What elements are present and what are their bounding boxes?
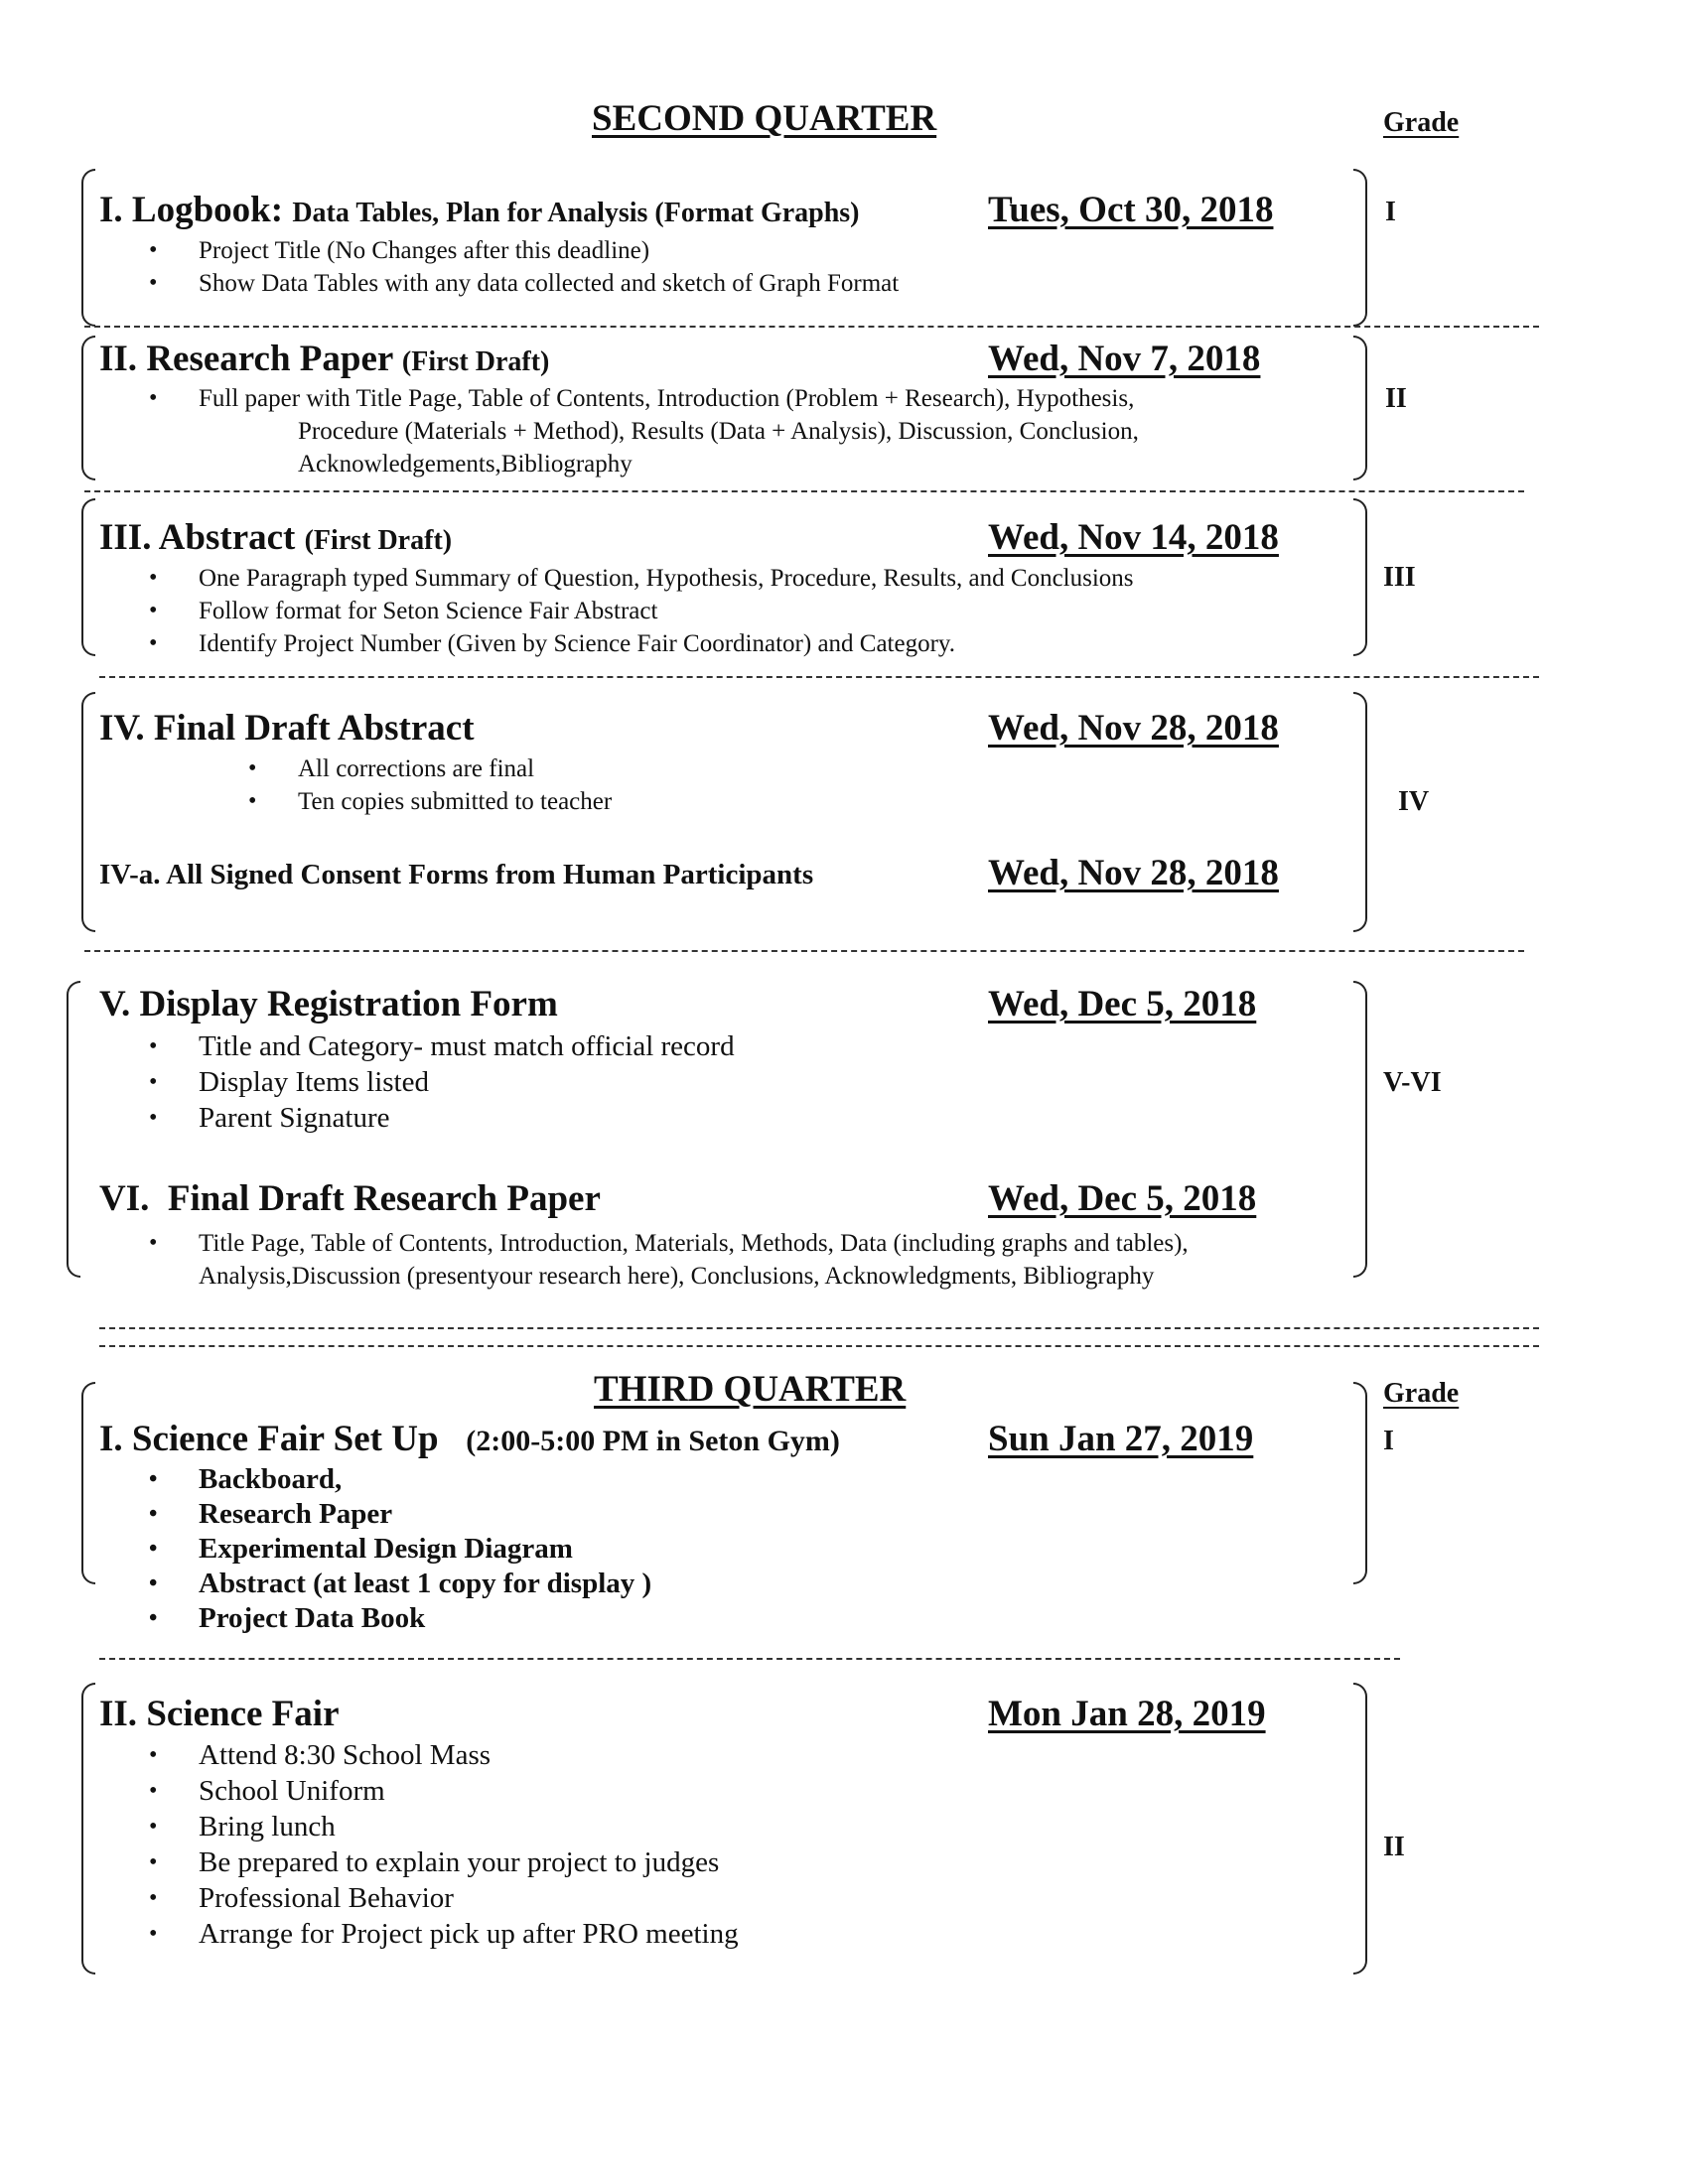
consent-forms-title: IV-a. All Signed Consent Forms from Human Participants <box>99 859 814 890</box>
list-item: • Identify Project Number (Given by Science Fair Coordinator) and Category. <box>149 627 1134 660</box>
due-date: Wed, Nov 14, 2018 <box>988 517 1279 558</box>
grade-column-label: Grade <box>1383 107 1460 138</box>
quarter-divider <box>99 1327 1539 1329</box>
list-item: • Parent Signature <box>149 1100 735 1136</box>
list-item: • Project Data Book <box>149 1601 651 1636</box>
left-bracket <box>81 498 95 656</box>
list-item: • School Uniform <box>149 1773 739 1809</box>
left-bracket <box>81 1683 95 1975</box>
divider <box>84 490 1524 492</box>
list-item: • Arrange for Project pick up after PRO meeting <box>149 1916 739 1952</box>
section-title: I. Logbook: Data Tables, Plan for Analysis (Format Graphs) <box>99 190 860 230</box>
grade-value: II <box>1385 383 1407 414</box>
third-quarter-heading: THIRD QUARTER <box>594 1369 907 1410</box>
list-item: • Follow format for Seton Science Fair Abstract <box>149 595 1134 627</box>
grade-value: V-VI <box>1383 1067 1442 1098</box>
section-title: III. Abstract (First Draft) <box>99 517 453 558</box>
list-item: • Full paper with Title Page, Table of Contents, Introduction (Problem + Research), Hypothesis, <box>149 382 1134 415</box>
left-bracket <box>67 981 80 1278</box>
section-title: V. Display Registration Form <box>99 984 558 1024</box>
list-item: • Title and Category- must match official record <box>149 1028 735 1064</box>
right-bracket <box>1353 498 1367 656</box>
bullet-list <box>149 562 1134 660</box>
divider <box>84 950 1524 952</box>
bullet-list <box>149 234 899 300</box>
list-item: • Backboard, <box>149 1462 651 1497</box>
list-item: • Show Data Tables with any data collected and sketch of Graph Format <box>149 267 899 300</box>
list-item: • One Paragraph typed Summary of Question, Hypothesis, Procedure, Results, and Conclusions <box>149 562 1134 595</box>
list-item: • Abstract (at least 1 copy for display ) <box>149 1567 651 1601</box>
list-item: • Ten copies submitted to teacher <box>248 785 612 818</box>
due-date: Wed, Dec 5, 2018 <box>988 984 1257 1024</box>
section-title: VI. Final Draft Research Paper <box>99 1178 601 1219</box>
grade-value: IV <box>1398 786 1430 817</box>
section-title: IV. Final Draft Abstract <box>99 708 475 749</box>
list-item: • Project Title (No Changes after this deadline) <box>149 234 899 267</box>
grade-column-label: Grade <box>1383 1378 1460 1409</box>
grade-value: I <box>1383 1426 1394 1456</box>
right-bracket <box>1353 336 1367 480</box>
right-bracket <box>1353 169 1367 327</box>
list-item: • Be prepared to explain your project to judges <box>149 1844 739 1880</box>
list-item: • Research Paper <box>149 1497 651 1532</box>
list-item: • Attend 8:30 School Mass <box>149 1737 739 1773</box>
section-title: II. Science Fair <box>99 1694 340 1734</box>
list-item: • Bring lunch <box>149 1809 739 1844</box>
due-date: Sun Jan 27, 2019 <box>988 1419 1254 1459</box>
due-date: Wed, Nov 28, 2018 <box>988 708 1279 749</box>
list-item-continuation: Analysis,Discussion (presentyour research here), Conclusions, Acknowledgments, Bibliography <box>199 1263 1155 1290</box>
grade-value: I <box>1385 197 1396 227</box>
due-date: Tues, Oct 30, 2018 <box>988 190 1274 230</box>
bullet-continuation: Procedure (Materials + Method), Results (Data + Analysis), Discussion, Conclusion, <box>298 418 1139 445</box>
divider <box>99 1658 1400 1660</box>
right-bracket <box>1353 1683 1367 1975</box>
list-item: • Display Items listed <box>149 1064 735 1100</box>
due-date: Mon Jan 28, 2019 <box>988 1694 1266 1734</box>
left-bracket <box>81 336 95 480</box>
list-item: • Experimental Design Diagram <box>149 1532 651 1567</box>
bullet-list <box>149 1028 735 1136</box>
bullet-list <box>149 1462 651 1636</box>
left-bracket <box>81 169 95 327</box>
quarter-divider <box>99 1345 1539 1347</box>
due-date: Wed, Nov 28, 2018 <box>988 853 1279 893</box>
section-title: I. Science Fair Set Up (2:00-5:00 PM in Seton Gym) <box>99 1419 840 1459</box>
second-quarter-heading: SECOND QUARTER <box>592 98 937 139</box>
bullet-list <box>149 1227 1189 1293</box>
bullet-continuation: Acknowledgements,Bibliography <box>298 451 633 478</box>
list-item: • All corrections are final <box>248 752 612 785</box>
right-bracket <box>1353 1382 1367 1584</box>
due-date: Wed, Dec 5, 2018 <box>988 1178 1257 1219</box>
section-title: II. Research Paper (First Draft) <box>99 339 550 379</box>
bullet-list <box>149 1737 739 1952</box>
left-bracket <box>81 692 95 932</box>
left-bracket <box>81 1382 95 1584</box>
right-bracket <box>1353 692 1367 932</box>
divider <box>84 326 1539 328</box>
due-date: Wed, Nov 7, 2018 <box>988 339 1261 379</box>
right-bracket <box>1353 981 1367 1278</box>
list-item: • Title Page, Table of Contents, Introduction, Materials, Methods, Data (including graphs and tables), <box>149 1227 1189 1260</box>
bullet-list <box>248 752 612 818</box>
divider <box>99 676 1539 678</box>
grade-value: II <box>1383 1832 1405 1862</box>
bullet-list <box>149 382 1134 415</box>
list-item <box>149 1260 1189 1293</box>
grade-value: III <box>1383 562 1416 593</box>
list-item: • Professional Behavior <box>149 1880 739 1916</box>
